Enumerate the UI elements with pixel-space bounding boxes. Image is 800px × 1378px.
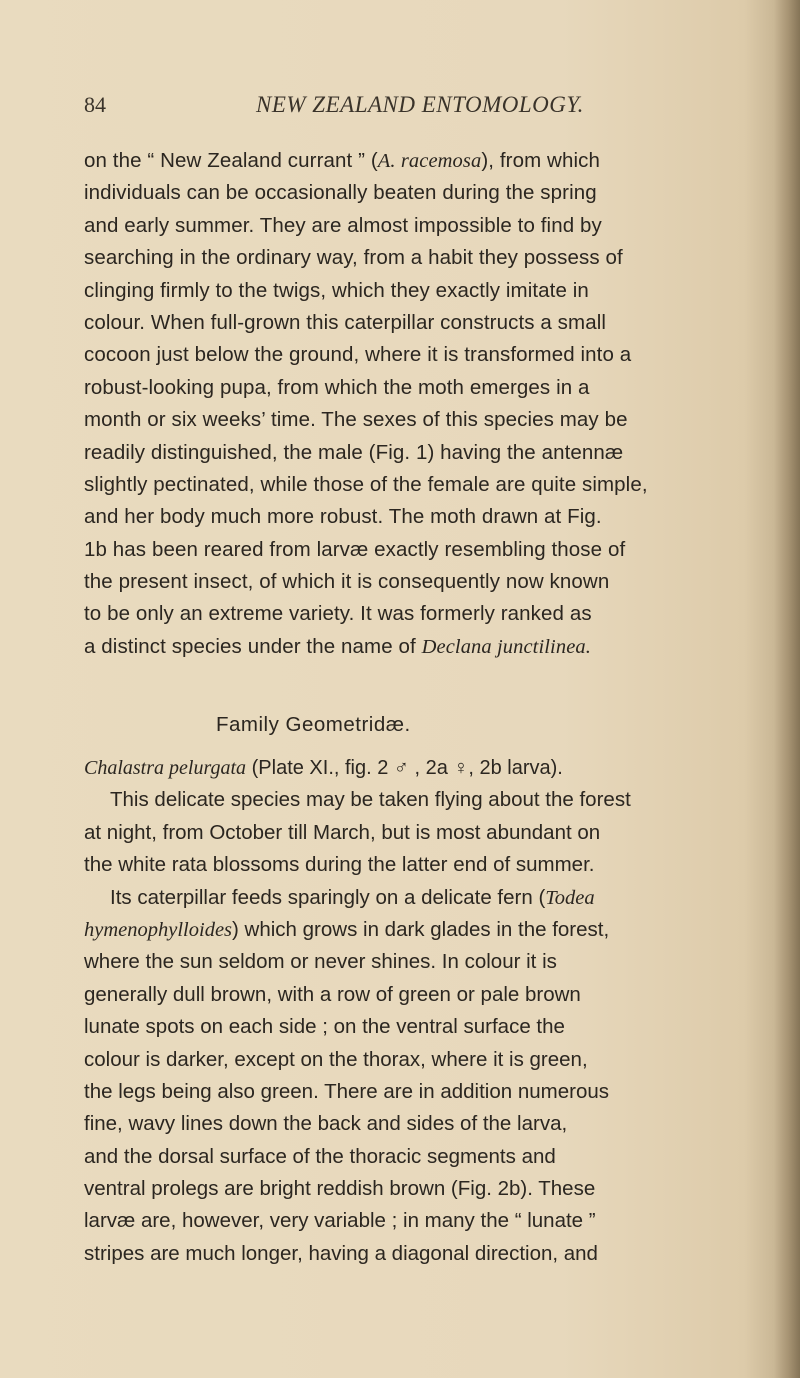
italic-text: Declana junctilinea.	[421, 635, 591, 658]
text-line: to be only an extreme variety. It was formerly ranked as	[84, 602, 592, 626]
text-span: on the “ New Zealand currant ” (	[84, 149, 378, 172]
text-span: ) which grows in dark glades in the forest,	[232, 917, 610, 941]
text-line: robust-looking pupa, from which the moth emerges in a	[84, 375, 590, 399]
family-heading: Family Geometridæ.	[216, 713, 411, 736]
text-line	[84, 882, 720, 914]
text-span: ), from which	[481, 149, 600, 172]
text-line: individuals can be occasionally beaten during the spring	[84, 181, 597, 205]
paragraph-1	[84, 145, 720, 663]
text-span: a distinct species under the name of	[84, 634, 422, 658]
text-line: 1b has been reared from larvæ exactly resembling those of	[84, 537, 626, 561]
text-line: cocoon just below the ground, where it is transformed into a	[84, 343, 632, 367]
italic-text: hymenophylloides	[84, 918, 233, 941]
text-line: where the sun seldom or never shines. In colour it is	[84, 950, 557, 974]
text-line: the legs being also green. There are in addition numerous	[84, 1079, 609, 1103]
text-line: and the dorsal surface of the thoracic segments and	[84, 1144, 556, 1168]
text-line: colour is darker, except on the thorax, where it is green,	[84, 1047, 588, 1071]
running-head	[84, 92, 724, 132]
text-line: month or six weeks’ time. The sexes of this species may be	[84, 408, 628, 432]
text-span	[84, 145, 600, 177]
text-line	[84, 914, 720, 946]
text-span: Its caterpillar feeds sparingly on a delicate fern (	[110, 885, 546, 909]
text-line: This delicate species may be taken flying about the forest	[110, 788, 631, 812]
text-line: lunate spots on each side ; on the ventral surface the	[84, 1015, 565, 1039]
page-number: 84	[84, 92, 106, 117]
text-line: at night, from October till March, but is most abundant on	[84, 820, 601, 844]
text-line: stripes are much longer, having a diagonal direction, and	[84, 1241, 598, 1265]
text-line	[84, 631, 720, 663]
text-line: readily distinguished, the male (Fig. 1) having the antennæ	[84, 440, 624, 464]
italic-text: A. racemosa	[377, 150, 482, 172]
text-line: and early summer. They are almost impossible to find by	[84, 213, 602, 237]
text-line: and her body much more robust. The moth drawn at Fig.	[84, 505, 602, 529]
text-line: generally dull brown, with a row of green or pale brown	[84, 982, 581, 1006]
species-section	[84, 752, 720, 1270]
text-line: the white rata blossoms during the latter end of summer.	[84, 853, 595, 877]
text-line: searching in the ordinary way, from a habit they possess of	[84, 246, 623, 270]
text-line: colour. When full-grown this caterpillar constructs a small	[84, 310, 607, 334]
running-title: NEW ZEALAND ENTOMOLOGY.	[256, 92, 584, 117]
text-line: fine, wavy lines down the back and sides of the larva,	[84, 1112, 568, 1136]
plate-reference: (Plate XI., fig. 2 ♂ , 2a ♀, 2b larva).	[251, 757, 563, 779]
text-line: the present insect, of which it is consequently now known	[84, 570, 610, 594]
species-name: Chalastra pelurgata	[84, 757, 247, 779]
text-line: clinging firmly to the twigs, which they exactly imitate in	[84, 278, 589, 302]
page-edge-shadow	[774, 0, 800, 1378]
italic-text: Todea	[545, 886, 595, 909]
text-line: slightly pectinated, while those of the female are quite simple,	[84, 472, 648, 496]
text-line: ventral prolegs are bright reddish brown (Fig. 2b). These	[84, 1177, 596, 1201]
text-line	[84, 145, 720, 177]
species-line	[84, 752, 720, 784]
text-line: larvæ are, however, very variable ; in many the “ lunate ”	[84, 1209, 596, 1233]
